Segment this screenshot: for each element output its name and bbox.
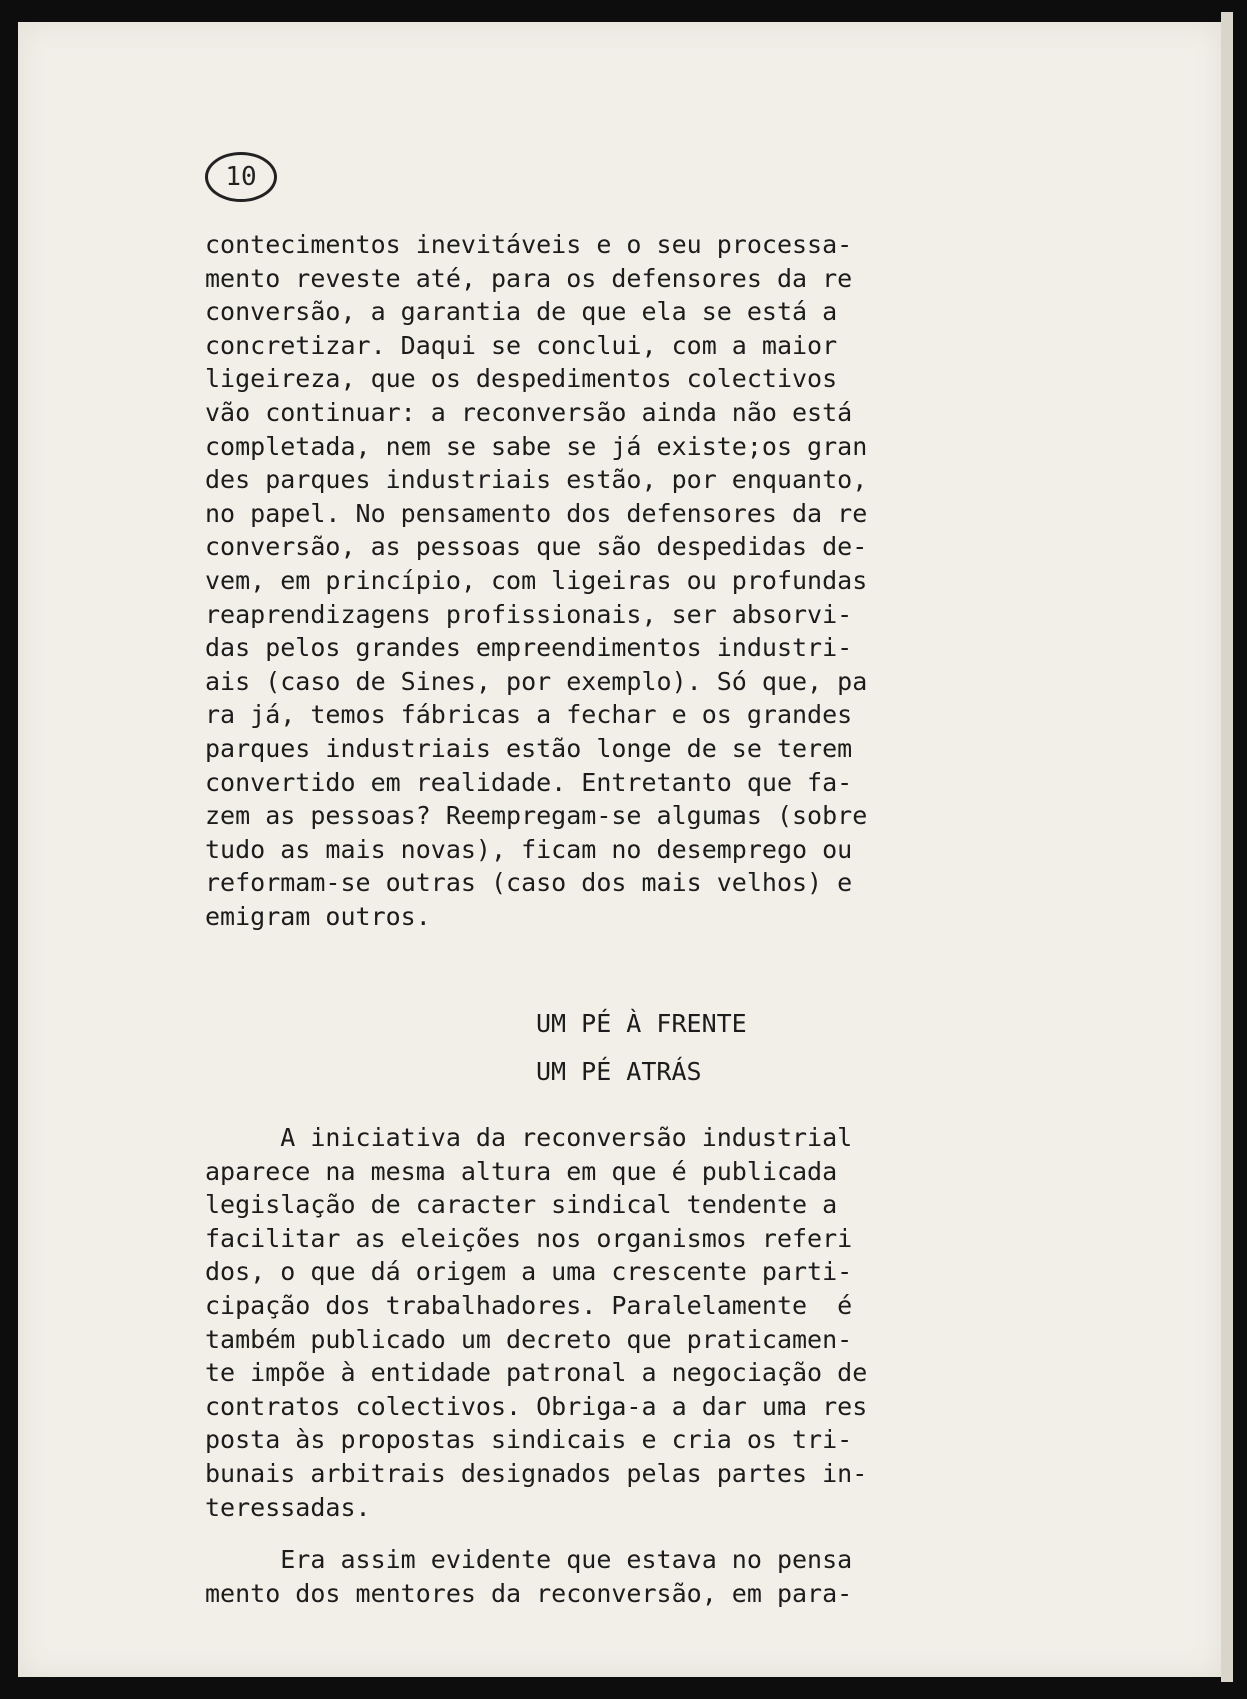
- text-line: conversão, a garantia de que ela se está a: [205, 297, 838, 327]
- text-line: tudo as mais novas), ficam no desemprego ou: [205, 834, 853, 864]
- text-line: te impõe à entidade patronal a negociação de: [205, 1358, 868, 1388]
- text-line: convertido em realidade. Entretanto que fa-: [205, 767, 853, 797]
- heading-line: UM PÉ ATRÁS: [536, 1057, 702, 1086]
- text-line: A iniciativa da reconversão industrial: [205, 1123, 853, 1152]
- text-line: no papel. No pensamento dos defensores da re: [205, 498, 868, 528]
- text-line: legislação de caracter sindical tendente a: [205, 1190, 838, 1220]
- text-line: mento dos mentores da reconversão, em para-: [205, 1578, 853, 1608]
- text-line: contratos colectivos. Obriga-a a dar uma res: [205, 1391, 868, 1421]
- text-line: posta às propostas sindicais e cria os tri-: [205, 1425, 853, 1455]
- text-line: contecimentos inevitáveis e o seu processa-: [205, 230, 853, 259]
- text-line: aparece na mesma altura em que é publicada: [205, 1156, 838, 1186]
- heading-line: UM PÉ À FRENTE: [536, 1009, 747, 1038]
- text-line: emigram outros.: [205, 901, 431, 931]
- text-line: concretizar. Daqui se conclui, com a maior: [205, 330, 838, 360]
- text-line: reformam-se outras (caso dos mais velhos) e: [205, 868, 853, 898]
- text-line: teressadas.: [205, 1492, 371, 1522]
- text-line: vão continuar: a reconversão ainda não está: [205, 397, 853, 427]
- paragraph-3: [205, 1543, 1085, 1610]
- paragraph-2: [205, 1121, 1085, 1524]
- text-line: completada, nem se sabe se já existe;os gran: [205, 431, 868, 461]
- text-line: cipação dos trabalhadores. Paralelamente é: [205, 1290, 853, 1320]
- text-line: ligeireza, que os despedimentos colectivos: [205, 364, 838, 394]
- text-line: ra já, temos fábricas a fechar e os grandes: [205, 700, 853, 730]
- text-line: reaprendizagens profissionais, ser absorvi-: [205, 599, 853, 629]
- page-number: 10: [225, 162, 257, 192]
- text-line: dos, o que dá origem a uma crescente parti-: [205, 1257, 853, 1287]
- text-line: facilitar as eleições nos organismos referi: [205, 1223, 853, 1253]
- text-line: des parques industriais estão, por enquanto,: [205, 465, 868, 495]
- text-line: ais (caso de Sines, por exemplo). Só que, pa: [205, 666, 868, 696]
- text-line: também publicado um decreto que praticamen-: [205, 1324, 853, 1354]
- text-line: parques industriais estão longe de se terem: [205, 733, 853, 763]
- text-line: mento reveste até, para os defensores da re: [205, 263, 853, 293]
- paragraph-1: [205, 228, 1085, 933]
- text-line: zem as pessoas? Reempregam-se algumas (sobre: [205, 801, 868, 831]
- text-line: conversão, as pessoas que são despedidas de-: [205, 532, 868, 562]
- text-line: bunais arbitrais designados pelas partes in-: [205, 1458, 868, 1488]
- text-line: vem, em princípio, com ligeiras ou profundas: [205, 565, 868, 595]
- text-line: Era assim evidente que estava no pensa: [205, 1545, 853, 1574]
- page-edge-strip: [1221, 12, 1233, 1682]
- page-number-circle: [205, 152, 277, 202]
- section-heading: [536, 1000, 936, 1096]
- text-line: das pelos grandes empreendimentos industri-: [205, 633, 853, 663]
